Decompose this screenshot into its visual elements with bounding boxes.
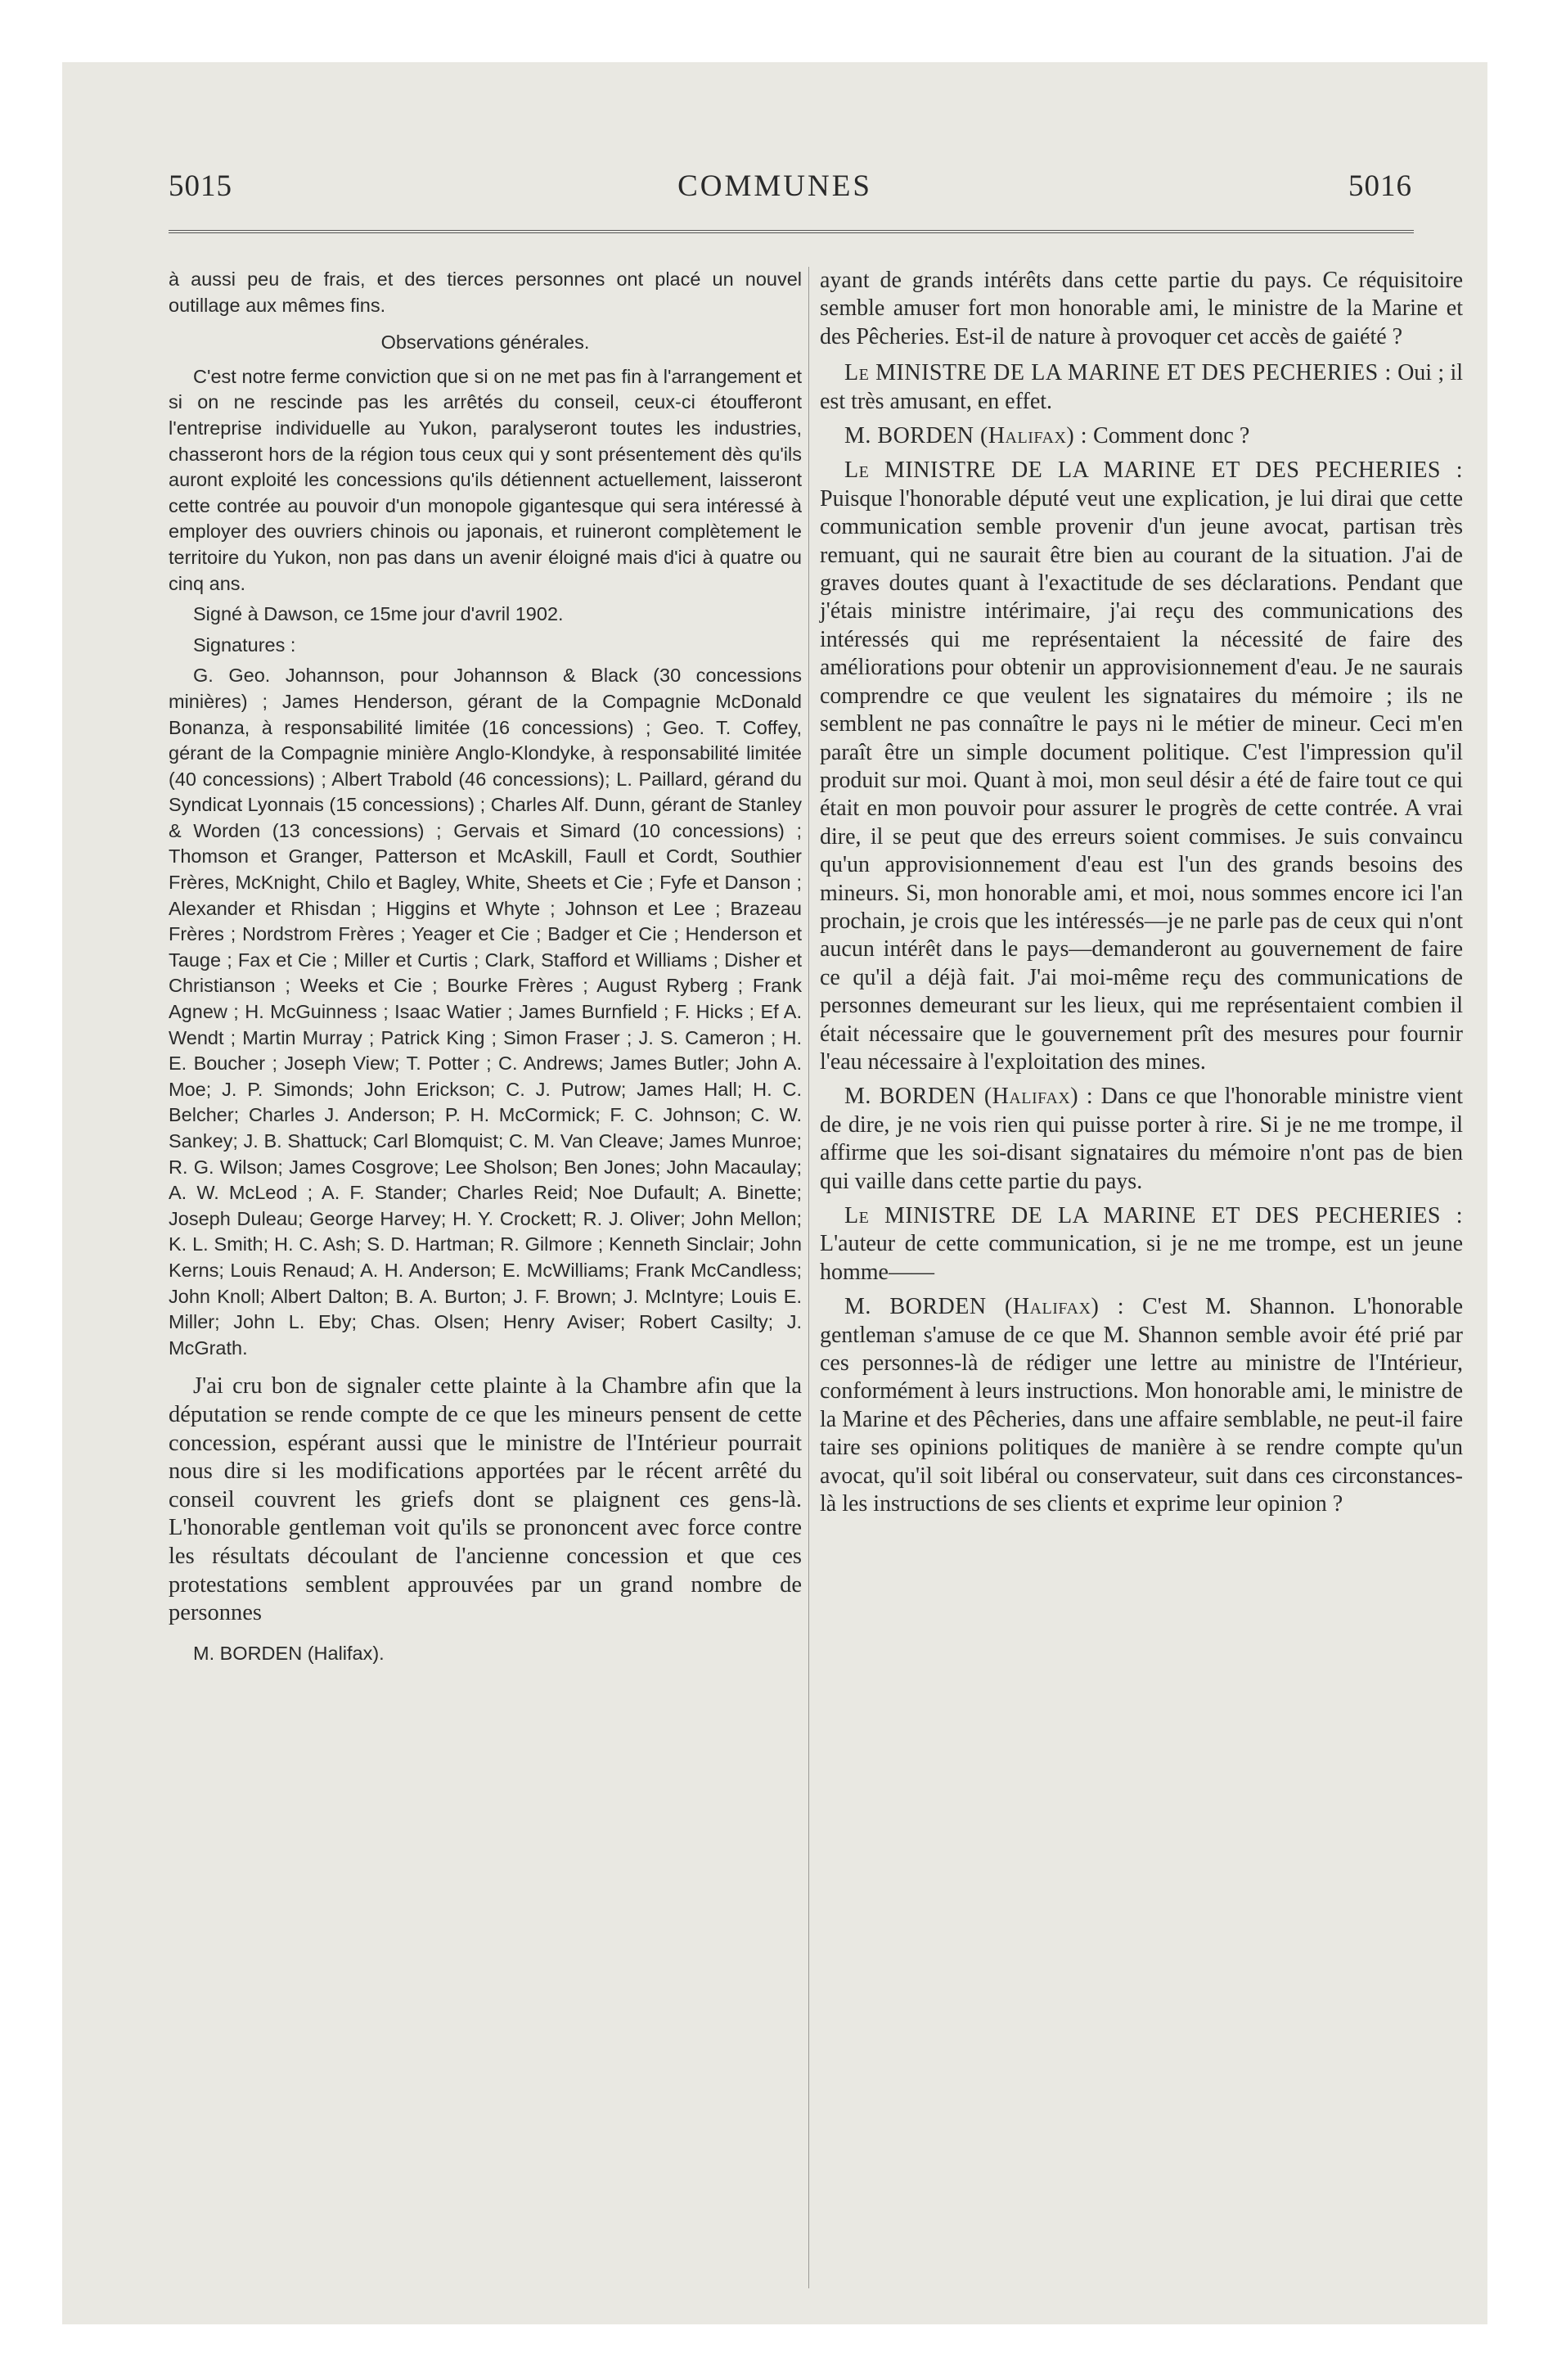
speech-block xyxy=(820,1293,1463,1518)
header-rule xyxy=(169,230,1414,233)
right-column xyxy=(820,267,1463,1525)
speaker-label: Le MINISTRE DE LA MARINE ET DES PECHERIES : xyxy=(844,458,1463,484)
conviction-paragraph: C'est notre ferme conviction que si on ne met pas fin à l'arrangement et si on ne rescinde pas les arrêtés du conseil, ceux-ci étoufferont l'entreprise individuelle au Yukon, paralyseront toutes les industries, chasseront hors de la région tous ceux qui y sont présentement dès qu'ils auront exploité les concessions qu'ils détiennent actuellement, laisseront cette contrée au pouvoir d'un monopole gigantesque qui sera intéressé à employer des ouvriers chinois ou japonais, et ruineront complètement le territoire du Yukon, non pas dans un avenir éloigné mais d'ici à quatre ou cinq ans. xyxy=(169,365,802,594)
closing-speaker: M. BORDEN (Halifax). xyxy=(193,1642,385,1664)
speech-block xyxy=(820,1083,1463,1196)
speaker-label: M. BORDEN (Halifax) : xyxy=(844,1294,1125,1320)
signatures-label: Signatures : xyxy=(193,633,296,656)
speech-text: L'auteur de cette communication, si je ne me trompe, est un jeune homme—— xyxy=(820,1231,1463,1285)
section-heading: Observations générales. xyxy=(380,331,590,354)
speech-block xyxy=(820,359,1463,416)
page-number-right: 5016 xyxy=(1348,169,1412,203)
signed-line: Signé à Dawson, ce 15me jour d'avril 1902. xyxy=(193,603,564,625)
speech-text: Oui ; il est très amusant, en effet. xyxy=(820,360,1464,414)
page-number-left: 5015 xyxy=(169,169,232,203)
running-header xyxy=(62,169,1487,210)
speech-block xyxy=(820,1202,1463,1287)
intro-paragraph: à aussi peu de frais, et des tierces personnes ont placé un nouvel outillage aux mêmes fins. xyxy=(169,268,802,316)
continuation-paragraph: ayant de grands intérêts dans cette partie du pays. Ce réquisitoire semble amuser fort mon honorable ami, le ministre de la Marine et des Pêcheries. Est-il de nature à provoquer cet accès de gaiété ? xyxy=(820,268,1463,349)
speech-text: C'est M. Shannon. L'honorable gentleman s'amuse de ce que M. Shannon semble avoir été prié par ces personnes-là de rédiger une lettre au ministre de l'Intérieur, conformément à leurs instructions. Mon honorable ami, le ministre de la Marine et des Pêcheries, dans une affaire semblable, ne peut-il faire taire ses opinions politiques de manière à se rendre compte qu'un avocat, qu'il soit libéral ou conservateur, suit dans ces circonstances-là les instructions de ses clients et exprime leur opinion ? xyxy=(820,1294,1464,1517)
speaker-label: Le MINISTRE DE LA MARINE ET DES PECHERIES : xyxy=(844,360,1392,386)
column-divider xyxy=(808,267,809,2288)
speech-block xyxy=(820,457,1463,1076)
speaker-label: M. BORDEN (Halifax) : xyxy=(844,423,1088,449)
speech-text: Comment donc ? xyxy=(1093,423,1250,449)
speech-text: Puisque l'honorable député veut une explication, je lui dirai que cette communication semble provenir d'un jeune avocat, partisan très remuant, qui ne saurait être bien au courant de la situation. J'ai de graves doutes quant à l'exactitude de ses déclarations. Pendant que j'étais ministre intérimaire, j'ai reçu des communications des intéressés qui me représentaient la nécessité de faire des améliorations pour obtenir un approvisionnement d'eau. Je ne saurais comprendre ce que veulent les signataires du mémoire ; ils ne semblent ne pas connaître le pays ni le métier de mineur. Ceci m'en paraît être un simple document politique. C'est l'impression qu'il produit sur moi. Quant à moi, mon seul désir a été de faire tout ce qui était en mon pouvoir pour assurer le progrès de cette contrée. A vrai dire, il se peut que des erreurs soient commises. Je suis convaincu qu'un approvisionnement d'eau est l'un des grands besoins des mineurs. Si, mon honorable ami, et moi, nous sommes encore ici l'an prochain, je crois que les intéressés—je ne parle pas de ceux qui n'ont aucun intérêt dans le pays—demanderont au gouvernement de faire ce qu'il a déjà fait. J'ai moi-même reçu des communications de personnes demeurant sur les lieux, qui me représentaient combien il était nécessaire que le gouvernement prît des mesures pour fournir l'eau nécessaire à l'exploitation des mines. xyxy=(820,485,1463,1075)
speaker-label: M. BORDEN (Halifax) : xyxy=(844,1084,1094,1110)
speaker-label: Le MINISTRE DE LA MARINE ET DES PECHERIES : xyxy=(844,1203,1463,1228)
borden-remarks-paragraph: J'ai cru bon de signaler cette plainte à la Chambre afin que la députation se rende compte de ce que les mineurs pensent de cette concession, espérant aussi que le ministre de l'Intérieur pourrait nous dire si les modifications apportées par le récent arrêté du conseil couvrent les griefs dont se plaignent ces gens-là. L'honorable gentleman voit qu'ils se prononcent avec force contre les résultats découlant de l'ancienne concession et que ces protestations semblent approuvées par un grand nombre de personnes xyxy=(169,1373,802,1626)
scanned-page xyxy=(62,62,1487,2324)
speech-text: Dans ce que l'honorable ministre vient de dire, je ne vois rien qui puisse porter à rire. Si je ne me trompe, il affirme que les soi-disant signataires du mémoire n'ont pas de bien qui vaille dans cette partie du pays. xyxy=(820,1084,1463,1194)
speech-block xyxy=(820,422,1463,450)
left-column xyxy=(169,267,802,1666)
signatures-list: G. Geo. Johannson, pour Johannson & Black (30 concessions minières) ; James Henderson, gérant de la Compagnie McDonald Bonanza, à responsabilité limitée (16 concessions) ; Geo. T. Coffey, gérant de la Compagnie minière Anglo-Klondyke, à responsabilité limitée (40 concessions) ; Albert Trabold (46 concessions); L. Paillard, gérand du Syndicat Lyonnais (15 concessions) ; Charles Alf. Dunn, gérant de Stanley & Worden (13 concessions) ; Gervais et Simard (10 concessions) ; Thomson et Granger, Patterson et McAskill, Faull et Cordt, Southier Frères, McKnight, Chilo et Bagley, White, Sheets et Cie ; Fyfe et Danson ; Alexander et Rhisdan ; Higgins et Whyte ; Johnson et Lee ; Brazeau Frères ; Nordstrom Frères ; Yeager et Cie ; Badger et Cie ; Henderson et Tauge ; Fax et Cie ; Miller et Curtis ; Clark, Stafford et Williams ; Disher et Christianson ; Weeks et Cie ; Bourke Frères ; August Ryberg ; Frank Agnew ; H. McGuinness ; Isaac Watier ; James Burnfield ; F. Hicks ; Ef A. Wendt ; Martin Murray ; Patrick King ; Simon Fraser ; J. S. Cameron ; H. E. Boucher ; Joseph View; T. Potter ; C. Andrews; James Butler; John A. Moe; J. P. Simonds; John Erickson; C. J. Putrow; James Hall; H. C. Belcher; Charles J. Anderson; P. H. McCormick; F. C. Johnson; C. W. Sankey; J. B. Shattuck; Carl Blomquist; C. M. Van Cleave; James Munroe; R. G. Wilson; James Cosgrove; Lee Sholson; Ben Jones; John Macaulay; A. W. McLeod ; A. F. Stander; Charles Reid; Noe Dufault; A. Binette; Joseph Duleau; George Harvey; H. Y. Crockett; R. J. Oliver; John Mellon; K. L. Smith; H. C. Ash; S. D. Hartman; R. Gilmore ; Kenneth Sinclair; John Kerns; Louis Renaud; A. H. Anderson; E. McWilliams; Frank McCandless; John Knoll; Albert Dalton; B. A. Burton; J. F. Brown; J. McIntyre; Louis E. Miller; John L. Eby; Chas. Olsen; Henry Aviser; Robert Casilty; J. McGrath. xyxy=(169,665,802,1359)
page-title: COMMUNES xyxy=(677,169,872,203)
